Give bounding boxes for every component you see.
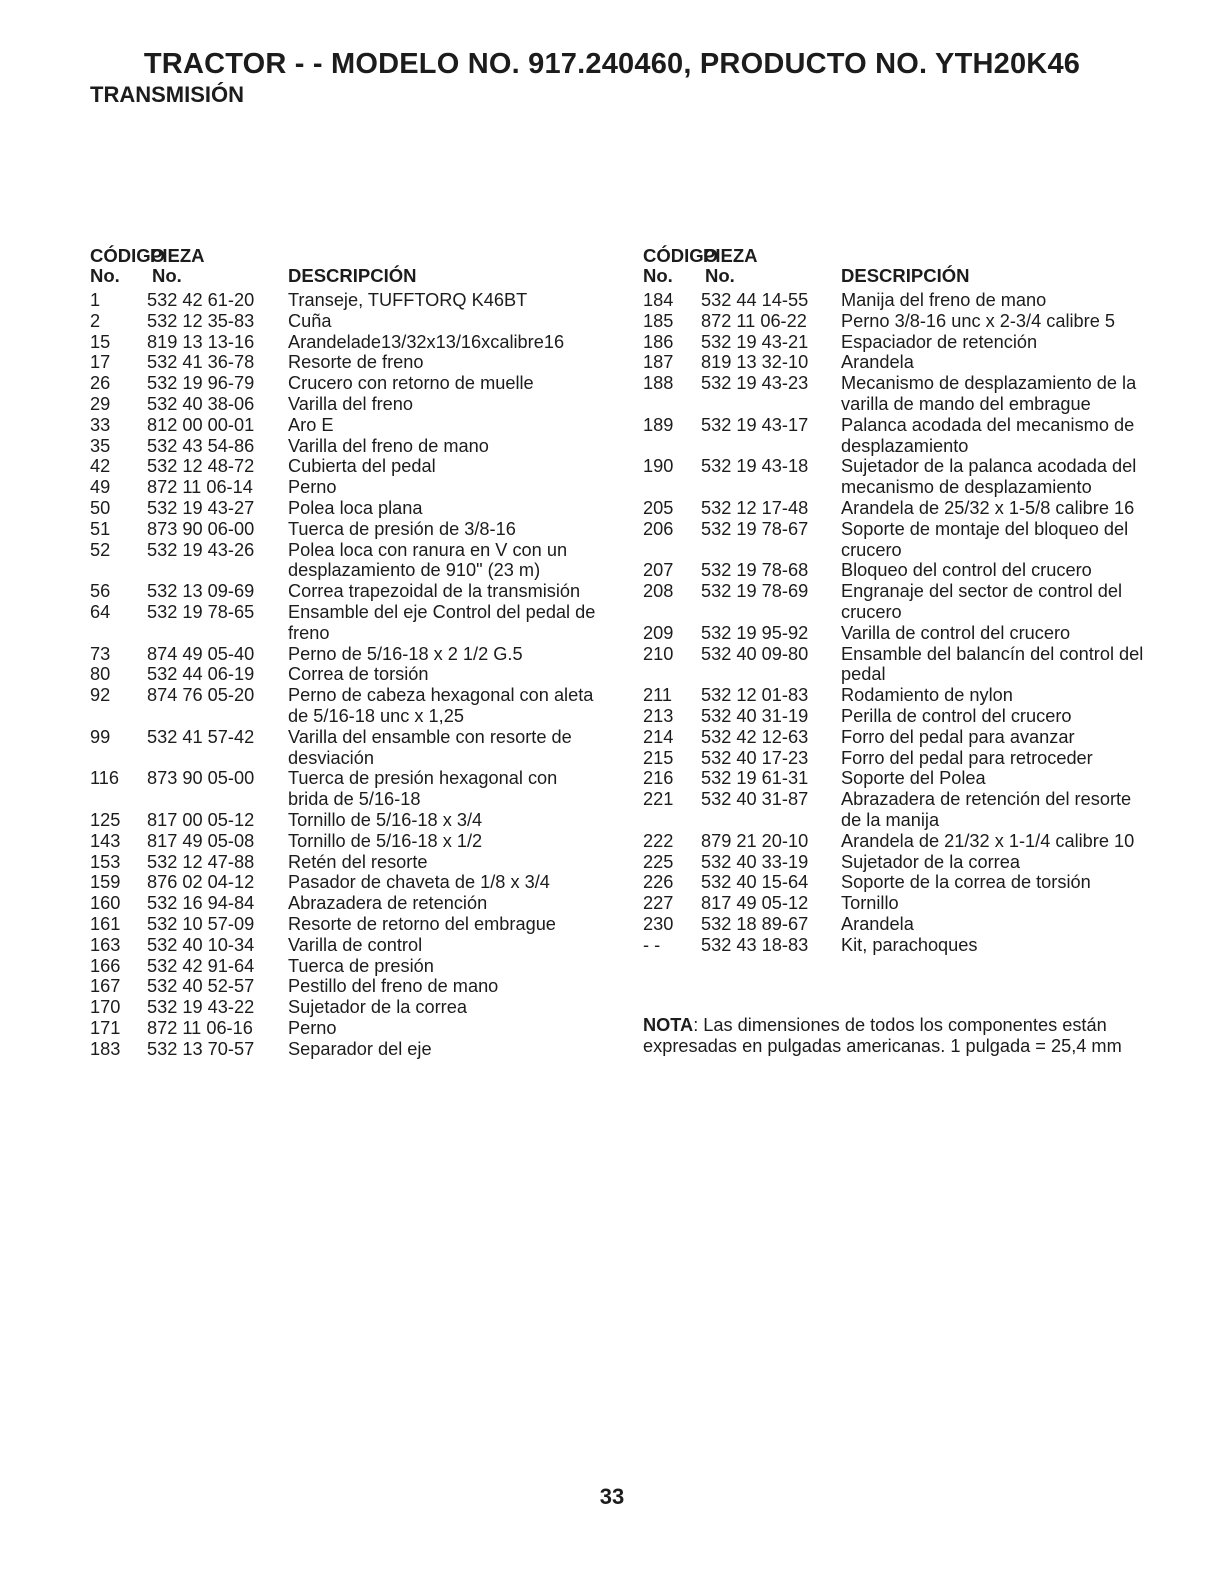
part-number: 532 40 10-34 bbox=[147, 934, 255, 955]
part-description: Arandelade13/32x13/16xcalibre16 bbox=[288, 331, 565, 352]
part-number: 532 12 48-72 bbox=[147, 456, 255, 477]
part-number: 532 19 78-67 bbox=[701, 518, 809, 539]
part-number: 532 40 15-64 bbox=[701, 872, 809, 893]
part-number: 532 42 61-20 bbox=[147, 290, 255, 310]
part-number: 532 19 78-65 bbox=[147, 601, 255, 622]
part-description: Rodamiento de nylon bbox=[841, 685, 1013, 706]
part-number: 532 40 31-19 bbox=[701, 705, 809, 726]
ref-number: 73 bbox=[90, 643, 111, 664]
part-description: Crucero con retorno de muelle bbox=[288, 373, 534, 394]
part-description: Polea loca con ranura en V con un desplazamiento de 910" (23 m) bbox=[288, 539, 568, 581]
part-description: Tuerca de presión de 3/8-16 bbox=[288, 518, 516, 539]
table-row bbox=[90, 602, 600, 644]
part-description: Tornillo de 5/16-18 x 1/2 bbox=[288, 830, 483, 851]
table-row bbox=[643, 831, 1153, 852]
table-row bbox=[643, 748, 1153, 769]
part-description: Sujetador de la correa bbox=[288, 997, 467, 1018]
part-number: 532 19 96-79 bbox=[147, 373, 255, 394]
ref-number: 213 bbox=[643, 705, 674, 726]
table-row bbox=[90, 415, 600, 436]
part-description: Resorte de freno bbox=[288, 352, 424, 373]
part-description: Mecanismo de desplazamiento de la varilla de mando del embrague bbox=[841, 373, 1137, 414]
part-description: Tornillo de 5/16-18 x 3/4 bbox=[288, 809, 483, 830]
table-row bbox=[90, 1018, 600, 1039]
part-number: 532 12 01-83 bbox=[701, 685, 809, 706]
part-number: 532 44 06-19 bbox=[147, 664, 255, 685]
table-row bbox=[90, 852, 600, 873]
ref-number: 51 bbox=[90, 518, 111, 539]
part-description: Perno bbox=[288, 1017, 337, 1038]
table-row bbox=[643, 789, 1153, 831]
table-row bbox=[643, 893, 1153, 914]
header-descripcion: DESCRIPCIÓN bbox=[288, 265, 417, 286]
ref-number: 187 bbox=[643, 352, 674, 373]
ref-number: 188 bbox=[643, 373, 674, 394]
header-pieza: PIEZA bbox=[150, 245, 205, 266]
table-row bbox=[90, 872, 600, 893]
part-number: 532 19 43-21 bbox=[701, 331, 809, 352]
ref-number: 159 bbox=[90, 872, 121, 893]
ref-number: 171 bbox=[90, 1017, 121, 1038]
table-row bbox=[90, 540, 600, 582]
part-number: 532 19 61-31 bbox=[701, 768, 809, 789]
table-row bbox=[90, 581, 600, 602]
ref-number: 210 bbox=[643, 643, 674, 664]
part-description: Manija del freno de mano bbox=[841, 290, 1047, 310]
part-description: Pasador de chaveta de 1/8 x 3/4 bbox=[288, 872, 550, 893]
part-number: 872 11 06-22 bbox=[701, 310, 807, 331]
part-number: 532 40 52-57 bbox=[147, 976, 255, 997]
table-row bbox=[90, 498, 600, 519]
ref-number: 52 bbox=[90, 539, 111, 560]
part-description: Abrazadera de retención bbox=[288, 893, 488, 914]
table-row bbox=[90, 935, 600, 956]
table-row bbox=[90, 477, 600, 498]
table-row bbox=[643, 914, 1153, 935]
part-description: Polea loca plana bbox=[288, 497, 423, 518]
part-number: 532 19 43-26 bbox=[147, 539, 255, 560]
part-description: Pestillo del freno de mano bbox=[288, 976, 499, 997]
ref-number: 42 bbox=[90, 456, 111, 477]
table-row bbox=[643, 581, 1153, 623]
note-text: : Las dimensiones de todos los componentes están expresadas en pulgadas americanas. 1 pulgada = 25,4 mm bbox=[643, 1015, 1122, 1056]
ref-number: 207 bbox=[643, 560, 674, 581]
part-number: 812 00 00-01 bbox=[147, 414, 255, 435]
ref-number: 205 bbox=[643, 497, 674, 518]
ref-number: 163 bbox=[90, 934, 121, 955]
part-number: 532 19 43-18 bbox=[701, 456, 809, 477]
part-number: 532 13 70-57 bbox=[147, 1038, 255, 1059]
part-description: Correa trapezoidal de la transmisión bbox=[288, 581, 581, 602]
part-number: 873 90 05-00 bbox=[147, 768, 255, 789]
table-row bbox=[90, 768, 600, 810]
part-number: 819 13 13-16 bbox=[147, 331, 255, 352]
part-number: 874 76 05-20 bbox=[147, 685, 255, 706]
part-number: 532 12 35-83 bbox=[147, 310, 255, 331]
ref-number: 92 bbox=[90, 685, 111, 706]
ref-number: 214 bbox=[643, 726, 674, 747]
table-row bbox=[643, 332, 1153, 353]
part-number: 874 49 05-40 bbox=[147, 643, 255, 664]
ref-number: 35 bbox=[90, 435, 111, 456]
part-description: Ensamble del eje Control del pedal de freno bbox=[288, 601, 596, 643]
table-row bbox=[90, 976, 600, 997]
part-description: Soporte del Polea bbox=[841, 768, 986, 789]
part-number: 532 13 09-69 bbox=[147, 581, 255, 602]
part-description: Sujetador de la palanca acodada del mecanismo de desplazamiento bbox=[841, 456, 1137, 498]
table-row bbox=[643, 623, 1153, 644]
part-description: Tornillo bbox=[841, 893, 899, 914]
ref-number: 221 bbox=[643, 789, 674, 810]
table-row bbox=[90, 394, 600, 415]
ref-number: 208 bbox=[643, 581, 674, 602]
ref-number: 153 bbox=[90, 851, 121, 872]
part-number: 532 19 95-92 bbox=[701, 622, 809, 643]
ref-number: 99 bbox=[90, 726, 111, 747]
table-row bbox=[90, 519, 600, 540]
parts-rows-left bbox=[90, 290, 600, 1059]
part-number: 532 43 54-86 bbox=[147, 435, 255, 456]
part-description: Arandela bbox=[841, 913, 914, 934]
ref-number: 15 bbox=[90, 331, 111, 352]
part-number: 532 19 78-69 bbox=[701, 581, 809, 602]
part-number: 817 49 05-12 bbox=[701, 893, 809, 914]
part-description: Cubierta del pedal bbox=[288, 456, 436, 477]
part-description: Aro E bbox=[288, 414, 334, 435]
part-description: Forro del pedal para retroceder bbox=[841, 747, 1093, 768]
table-row bbox=[643, 498, 1153, 519]
ref-number: 160 bbox=[90, 893, 121, 914]
part-description: Varilla de control bbox=[288, 934, 423, 955]
table-row bbox=[643, 852, 1153, 873]
part-number: 532 40 17-23 bbox=[701, 747, 809, 768]
ref-number: 190 bbox=[643, 456, 674, 477]
part-description: Varilla del freno bbox=[288, 393, 414, 414]
part-number: 879 21 20-10 bbox=[701, 830, 809, 851]
part-description: Cuña bbox=[288, 310, 332, 331]
table-row bbox=[90, 914, 600, 935]
part-number: 819 13 32-10 bbox=[701, 352, 809, 373]
note-label: NOTA bbox=[643, 1015, 694, 1035]
parts-list-header bbox=[90, 244, 600, 290]
table-row bbox=[643, 311, 1153, 332]
table-row bbox=[90, 644, 600, 665]
ref-number: 26 bbox=[90, 373, 111, 394]
part-description: Soporte de montaje del bloqueo del crucero bbox=[841, 518, 1129, 560]
ref-number: 80 bbox=[90, 664, 111, 685]
part-number: 532 16 94-84 bbox=[147, 893, 255, 914]
ref-number: 166 bbox=[90, 955, 121, 976]
table-row bbox=[643, 415, 1153, 457]
header-key-no: No. bbox=[643, 265, 673, 286]
ref-number: 170 bbox=[90, 997, 121, 1018]
part-description: Varilla de control del crucero bbox=[841, 622, 1071, 643]
ref-number: 29 bbox=[90, 393, 111, 414]
part-number: 532 18 89-67 bbox=[701, 913, 809, 934]
header-pieza: PIEZA bbox=[703, 245, 758, 266]
part-number: 532 19 43-23 bbox=[701, 373, 809, 394]
header-codigo: CÓDIGO bbox=[90, 245, 166, 266]
ref-number: 189 bbox=[643, 414, 674, 435]
ref-number: 116 bbox=[90, 768, 119, 789]
part-description: Resorte de retorno del embrague bbox=[288, 913, 556, 934]
page-title: TRACTOR - - MODELO NO. 917.240460, PRODUCTO NO. YTH20K46 bbox=[143, 48, 1081, 80]
parts-rows-right bbox=[643, 290, 1153, 956]
ref-number: 230 bbox=[643, 913, 674, 934]
header-key-no: No. bbox=[90, 265, 120, 286]
ref-number: 50 bbox=[90, 497, 111, 518]
part-description: Tuerca de presión bbox=[288, 955, 434, 976]
table-row bbox=[643, 456, 1153, 498]
section-title: TRANSMISIÓN bbox=[90, 82, 244, 107]
table-row bbox=[643, 872, 1153, 893]
parts-list-header bbox=[643, 244, 1153, 290]
ref-number: 161 bbox=[90, 913, 121, 934]
ref-number: 227 bbox=[643, 893, 674, 914]
part-number: 532 40 31-87 bbox=[701, 789, 809, 810]
page-number: 33 bbox=[599, 1484, 625, 1509]
part-description: Tuerca de presión hexagonal con brida de 5/16-18 bbox=[288, 768, 558, 810]
table-row bbox=[643, 706, 1153, 727]
part-number: 873 90 06-00 bbox=[147, 518, 255, 539]
part-number: 817 00 05-12 bbox=[147, 809, 255, 830]
part-number: 532 10 57-09 bbox=[147, 913, 255, 934]
table-row bbox=[643, 644, 1153, 686]
part-description: Palanca acodada del mecanismo de desplazamiento bbox=[841, 414, 1135, 456]
ref-number: 1 bbox=[90, 290, 101, 310]
header-part-no: No. bbox=[152, 265, 182, 286]
ref-number: 209 bbox=[643, 622, 674, 643]
ref-number: 56 bbox=[90, 581, 111, 602]
ref-number: 167 bbox=[90, 976, 121, 997]
part-description: Arandela de 21/32 x 1-1/4 calibre 10 bbox=[841, 830, 1135, 851]
part-description: Perno de 5/16-18 x 2 1/2 G.5 bbox=[288, 643, 523, 664]
ref-number: 184 bbox=[643, 290, 674, 310]
table-row bbox=[90, 456, 600, 477]
ref-number: 225 bbox=[643, 851, 674, 872]
ref-number: - - bbox=[643, 934, 661, 955]
part-number: 532 19 43-22 bbox=[147, 997, 255, 1018]
table-row bbox=[90, 997, 600, 1018]
parts-list-left bbox=[90, 244, 600, 1059]
part-description: Engranaje del sector de control del crucero bbox=[841, 581, 1123, 622]
part-number: 532 12 17-48 bbox=[701, 497, 809, 518]
part-description: Arandela de 25/32 x 1-5/8 calibre 16 bbox=[841, 497, 1135, 518]
table-row bbox=[90, 727, 600, 769]
ref-number: 222 bbox=[643, 830, 674, 851]
part-number: 532 43 18-83 bbox=[701, 934, 809, 955]
table-row bbox=[90, 685, 600, 727]
ref-number: 2 bbox=[90, 310, 101, 331]
table-row bbox=[90, 290, 600, 311]
part-number: 532 12 47-88 bbox=[147, 851, 255, 872]
part-number: 532 41 36-78 bbox=[147, 352, 255, 373]
table-row bbox=[90, 810, 600, 831]
part-description: Ensamble del balancín del control del pedal bbox=[841, 643, 1144, 685]
ref-number: 211 bbox=[643, 685, 672, 706]
part-description: Varilla del ensamble con resorte de desviación bbox=[288, 726, 572, 768]
table-row bbox=[643, 685, 1153, 706]
part-number: 876 02 04-12 bbox=[147, 872, 255, 893]
part-number: 532 19 43-27 bbox=[147, 497, 255, 518]
ref-number: 183 bbox=[90, 1038, 121, 1059]
ref-number: 216 bbox=[643, 768, 674, 789]
part-number: 532 40 09-80 bbox=[701, 643, 809, 664]
part-description: Transeje, TUFFTORQ K46BT bbox=[288, 290, 528, 310]
ref-number: 17 bbox=[90, 352, 111, 373]
header-descripcion: DESCRIPCIÓN bbox=[841, 265, 970, 286]
table-row bbox=[643, 768, 1153, 789]
part-description: Arandela bbox=[841, 352, 914, 373]
ref-number: 206 bbox=[643, 518, 674, 539]
part-description: Kit, parachoques bbox=[841, 934, 978, 955]
ref-number: 185 bbox=[643, 310, 674, 331]
table-row bbox=[90, 311, 600, 332]
table-row bbox=[90, 956, 600, 977]
part-description: Forro del pedal para avanzar bbox=[841, 726, 1075, 747]
part-description: Correa de torsión bbox=[288, 664, 429, 685]
part-description: Perilla de control del crucero bbox=[841, 705, 1072, 726]
part-description: Retén del resorte bbox=[288, 851, 428, 872]
part-description: Bloqueo del control del crucero bbox=[841, 560, 1092, 581]
table-row bbox=[643, 373, 1153, 415]
table-row bbox=[643, 560, 1153, 581]
table-row bbox=[643, 935, 1153, 956]
table-row bbox=[643, 519, 1153, 561]
ref-number: 186 bbox=[643, 331, 674, 352]
part-number: 817 49 05-08 bbox=[147, 830, 255, 851]
header-codigo: CÓDIGO bbox=[643, 245, 719, 266]
parts-list-right bbox=[643, 244, 1153, 956]
part-number: 872 11 06-16 bbox=[147, 1017, 253, 1038]
ref-number: 64 bbox=[90, 601, 111, 622]
table-row bbox=[90, 373, 600, 394]
part-number: 532 44 14-55 bbox=[701, 290, 809, 310]
part-number: 532 19 43-17 bbox=[701, 414, 809, 435]
table-row bbox=[643, 727, 1153, 748]
table-row bbox=[90, 1039, 600, 1060]
table-row bbox=[90, 893, 600, 914]
ref-number: 49 bbox=[90, 477, 111, 498]
part-number: 532 40 33-19 bbox=[701, 851, 809, 872]
table-row bbox=[90, 831, 600, 852]
table-row bbox=[90, 352, 600, 373]
part-number: 532 42 91-64 bbox=[147, 955, 255, 976]
part-number: 532 41 57-42 bbox=[147, 726, 255, 747]
ref-number: 33 bbox=[90, 414, 111, 435]
note bbox=[643, 1015, 1153, 1057]
part-description: Perno 3/8-16 unc x 2-3/4 calibre 5 bbox=[841, 310, 1115, 331]
table-row bbox=[90, 436, 600, 457]
part-number: 532 40 38-06 bbox=[147, 393, 255, 414]
ref-number: 226 bbox=[643, 872, 674, 893]
part-description: Sujetador de la correa bbox=[841, 851, 1020, 872]
part-description: Soporte de la correa de torsión bbox=[841, 872, 1091, 893]
table-row bbox=[643, 290, 1153, 311]
part-number: 872 11 06-14 bbox=[147, 477, 253, 498]
table-row bbox=[90, 332, 600, 353]
table-row bbox=[90, 664, 600, 685]
ref-number: 143 bbox=[90, 830, 121, 851]
part-description: Espaciador de retención bbox=[841, 331, 1038, 352]
part-description: Separador del eje bbox=[288, 1038, 432, 1059]
part-description: Perno de cabeza hexagonal con aleta de 5/16-18 unc x 1,25 bbox=[288, 685, 594, 726]
part-number: 532 42 12-63 bbox=[701, 726, 809, 747]
part-number: 532 19 78-68 bbox=[701, 560, 809, 581]
ref-number: 215 bbox=[643, 747, 674, 768]
header-part-no: No. bbox=[705, 265, 735, 286]
table-row bbox=[643, 352, 1153, 373]
ref-number: 125 bbox=[90, 809, 121, 830]
part-description: Abrazadera de retención del resorte de la manija bbox=[841, 789, 1132, 830]
part-description: Perno bbox=[288, 477, 337, 498]
part-description: Varilla del freno de mano bbox=[288, 435, 489, 456]
